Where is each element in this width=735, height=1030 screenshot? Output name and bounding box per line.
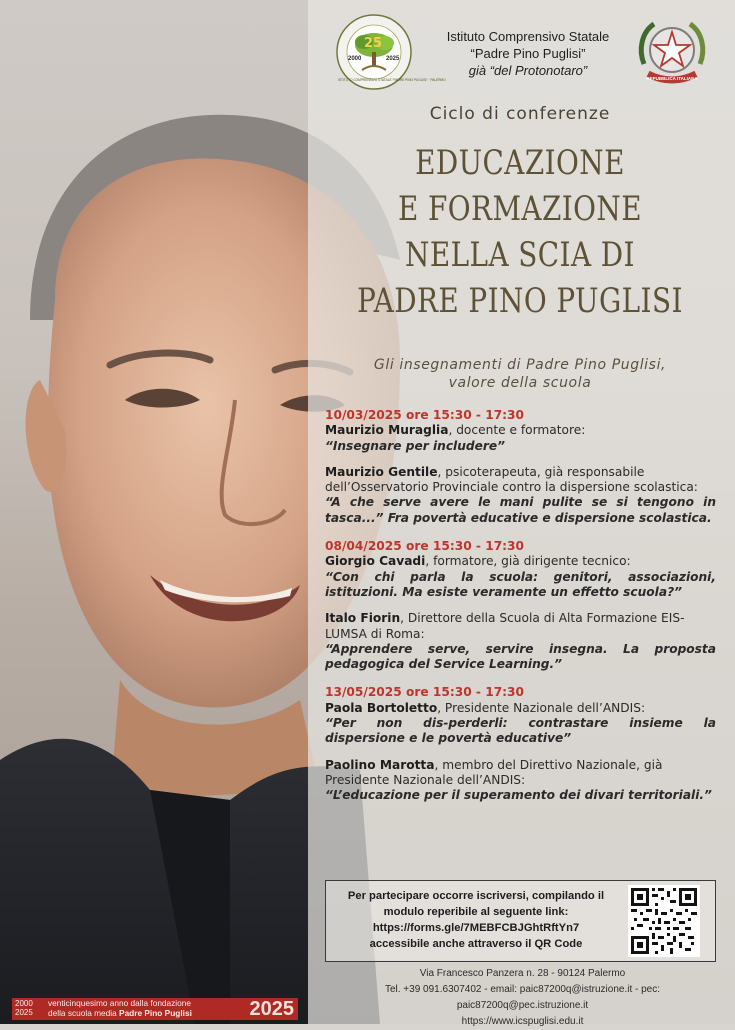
event-date: 08/04/2025 ore 15:30 - 17:30 — [325, 539, 525, 554]
speaker-name: Maurizio Gentile — [325, 464, 438, 479]
talk-title: “Con chi parla la scuola: genitori, associazioni, istituzioni. Ma esiste veramente un effetto scuola?” — [325, 569, 716, 599]
qr-code[interactable] — [628, 885, 700, 957]
talk-title: “A che serve avere le mani pulite se si tengono in tasca...” Fra povertà educative e dispersione scolastica. — [325, 495, 716, 525]
subtitle — [320, 356, 720, 392]
school-name-line3: già “del Protonotaro” — [468, 63, 588, 78]
speaker-role: , psicoterapeuta, già responsabile dell’Osservatorio Provinciale contro la dispersione scolastica: — [325, 464, 698, 495]
footer-contacts[interactable]: Tel. +39 091.6307402 - email: paic87200q@istruzione.it - pec: paic87200q@pec.istruzione.it — [384, 984, 661, 1011]
anniversary-arc-text: ISTITUTO COMPRENSIVO STATALE “PADRE PINO PUGLISI” · PALERMO — [338, 78, 446, 82]
speaker-role: , Presidente Nazionale dell’ANDIS: — [437, 700, 646, 715]
registration-line-1: Per partecipare occorre iscriversi, compilando il — [347, 890, 605, 902]
qr-code-icon — [628, 885, 700, 957]
speaker-role: , Direttore della Scuola di Alta Formazione EIS-LUMSA di Roma: — [325, 611, 685, 641]
republic-emblem — [634, 14, 710, 94]
speaker-role: , membro del Direttivo Nazionale, già Presidente Nazionale dell’ANDIS: — [325, 757, 663, 787]
talk-title: “Insegnare per includere” — [325, 438, 506, 453]
speaker-name: Paola Bortoletto — [325, 700, 438, 715]
talk-title: “L’educazione per il superamento dei divari territoriali.” — [325, 788, 712, 803]
footer-address: Via Francesco Panzera n. 28 - 90124 Palermo — [419, 968, 626, 979]
subtitle-line-2: valore della scuola — [448, 375, 592, 391]
anniversary-number: 25 — [364, 36, 383, 51]
event-3 — [325, 685, 716, 803]
registration-line-2: modulo reperibile al seguente link: — [383, 906, 569, 918]
anniversary-year-start: 2000 — [348, 56, 362, 62]
header — [334, 12, 719, 100]
event-list — [325, 408, 716, 817]
school-name — [418, 28, 638, 79]
speaker-name: Italo Fiorin — [325, 611, 401, 626]
contact-footer — [320, 966, 725, 1030]
speaker — [325, 465, 716, 526]
registration-text — [332, 888, 620, 952]
speaker-name: Paolino Marotta — [325, 757, 435, 772]
banner-text-line-1: venticinquesimo anno dalla fondazione — [48, 998, 191, 1008]
banner-year-start: 2000 — [15, 999, 33, 1008]
title-line-1: EDUCAZIONE — [415, 143, 625, 183]
banner-big-year: 2025 — [249, 998, 294, 1020]
speaker — [325, 701, 716, 747]
banner-text-prefix: della scuola media — [48, 1007, 120, 1018]
banner-year-end: 2025 — [15, 1008, 33, 1017]
title-line-3: NELLA SCIA DI — [405, 235, 635, 275]
registration-link[interactable]: https://forms.gle/7MEBFCBJGhtRftYn7 — [372, 922, 580, 934]
anniversary-banner — [12, 998, 298, 1020]
footer-website[interactable]: https://www.icspuglisi.edu.it — [461, 1016, 584, 1027]
banner-text-line-2 — [48, 1009, 192, 1019]
event-date: 13/05/2025 ore 15:30 - 17:30 — [325, 685, 525, 700]
talk-title: “Per non dis-perderli: contrastare insieme la dispersione e le povertà educative” — [325, 716, 716, 746]
banner-text-bold: Padre Pino Puglisi — [119, 1007, 192, 1018]
event-1 — [325, 408, 716, 526]
anniversary-logo — [334, 12, 446, 92]
subtitle-line-1: Gli insegnamenti di Padre Pino Puglisi, — [373, 357, 667, 373]
event-date: 10/03/2025 ore 15:30 - 17:30 — [325, 408, 525, 422]
main-title — [356, 140, 684, 324]
title-line-2: E FORMAZIONE — [397, 189, 643, 229]
cycle-heading: Ciclo di conferenze — [429, 104, 611, 124]
speaker-role: , formatore, già dirigente tecnico: — [425, 554, 631, 569]
banner-years — [15, 999, 33, 1017]
event-2 — [325, 539, 716, 672]
italian-republic-emblem-icon — [634, 14, 710, 94]
talk-title: “Apprendere serve, servire insegna. La proposta pedagogica del Service Learning.” — [325, 641, 716, 672]
speaker — [325, 423, 716, 454]
republic-emblem-text: REPUBBLICA ITALIANA — [646, 76, 698, 81]
speaker-name: Giorgio Cavadi — [325, 554, 426, 569]
anniversary-year-end: 2025 — [386, 56, 400, 62]
school-name-line2: “Padre Pino Puglisi” — [470, 46, 586, 61]
speaker — [325, 758, 716, 804]
registration-box — [325, 880, 716, 962]
registration-line-4: accessibile anche attraverso il QR Code — [369, 938, 583, 950]
speaker-role: , docente e formatore: — [448, 423, 586, 438]
school-name-line1: Istituto Comprensivo Statale — [446, 29, 610, 44]
banner-text — [48, 999, 192, 1018]
speaker-name: Maurizio Muraglia — [325, 423, 449, 438]
speaker — [325, 611, 716, 672]
title-line-4: PADRE PINO PUGLISI — [357, 281, 683, 321]
speaker — [325, 554, 716, 600]
